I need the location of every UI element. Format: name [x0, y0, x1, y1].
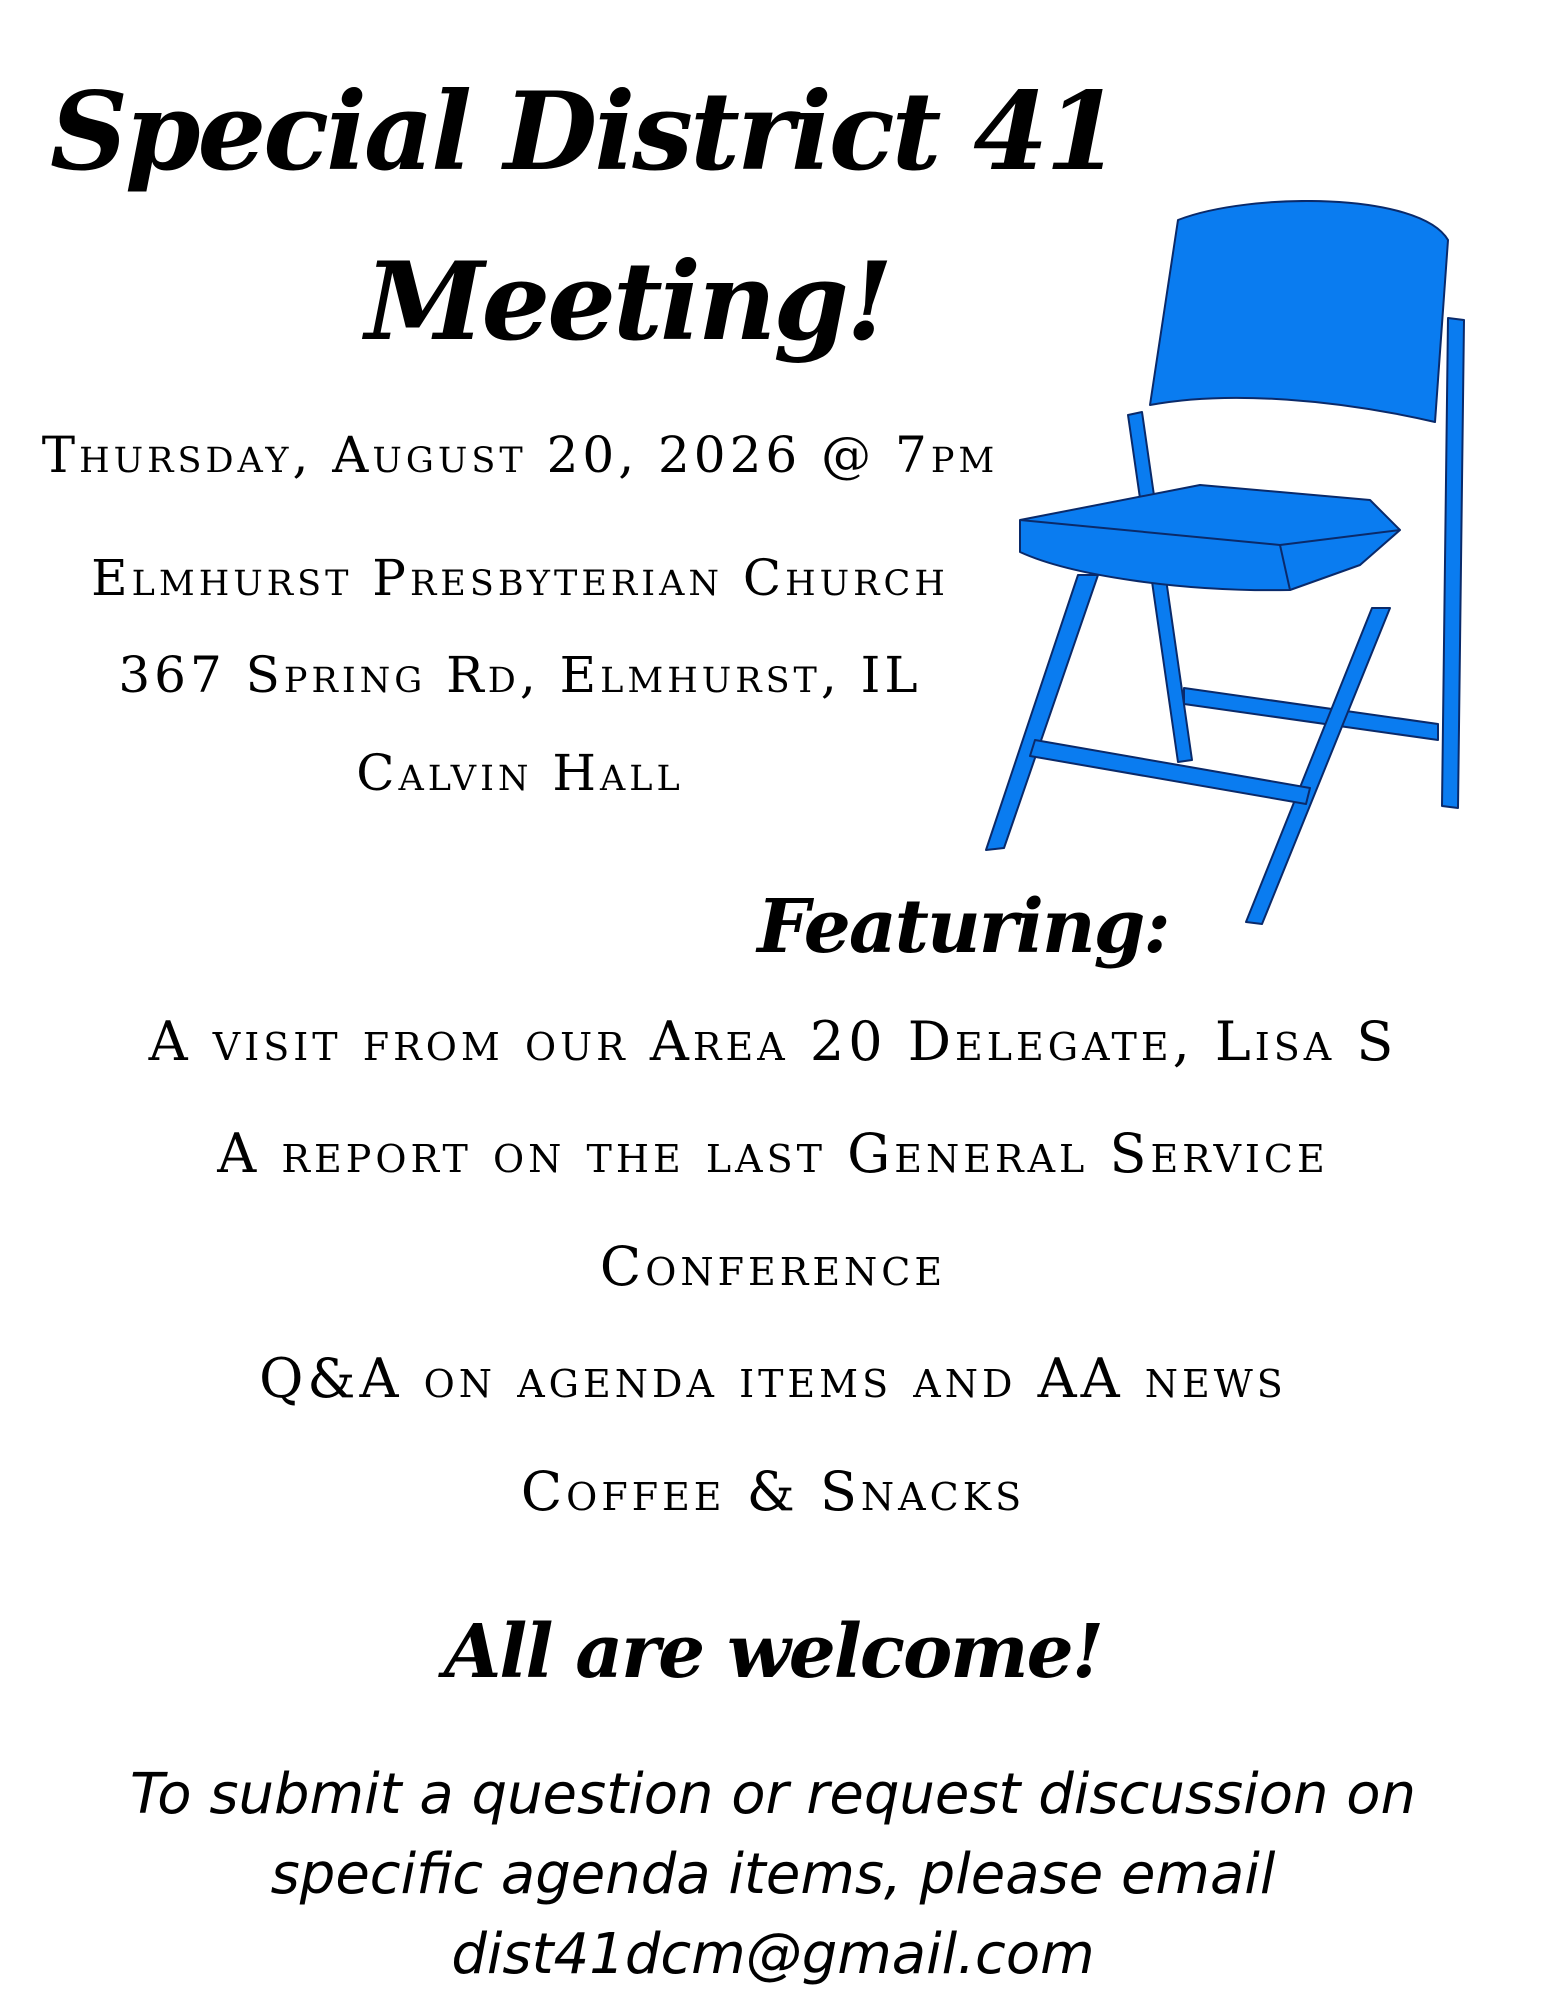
- feature-item: A visit from our Area 20 Delegate, Lisa S: [148, 1010, 1398, 1073]
- featuring-heading: Featuring:: [757, 884, 1169, 970]
- chair-rear-leg-right: [1442, 318, 1464, 808]
- contact-note-line-2: specific agenda items, please email: [270, 1842, 1276, 1907]
- title-line-1: Special District 41: [50, 69, 1118, 195]
- feature-item: Q&A on agenda items and AA news: [259, 1347, 1287, 1410]
- feature-item: A report on the last General Service: [217, 1122, 1329, 1185]
- event-address: 367 Spring Rd, Elmhurst, IL: [118, 646, 922, 704]
- feature-item: Coffee & Snacks: [520, 1460, 1026, 1523]
- folding-chair-icon: [980, 200, 1480, 930]
- contact-email[interactable]: dist41dcm@gmail.com: [451, 1922, 1095, 1987]
- chair-backrest: [1150, 201, 1448, 422]
- feature-item: Conference: [599, 1235, 947, 1298]
- chair-front-leg-right: [1246, 608, 1390, 924]
- title-line-2: Meeting!: [365, 239, 891, 365]
- contact-note-line-1: To submit a question or request discussion on: [129, 1762, 1417, 1827]
- event-room: Calvin Hall: [356, 744, 684, 802]
- contact-note: [80, 1755, 1466, 1995]
- welcome-heading: All are welcome!: [443, 1609, 1103, 1695]
- chair-front-crossbar: [1030, 740, 1310, 804]
- chair-rear-crossbar: [1184, 688, 1438, 740]
- event-date-time: Thursday, August 20, 2026 @ 7pm: [41, 426, 999, 484]
- chair-front-leg-left: [986, 575, 1098, 850]
- event-venue: Elmhurst Presbyterian Church: [91, 549, 949, 607]
